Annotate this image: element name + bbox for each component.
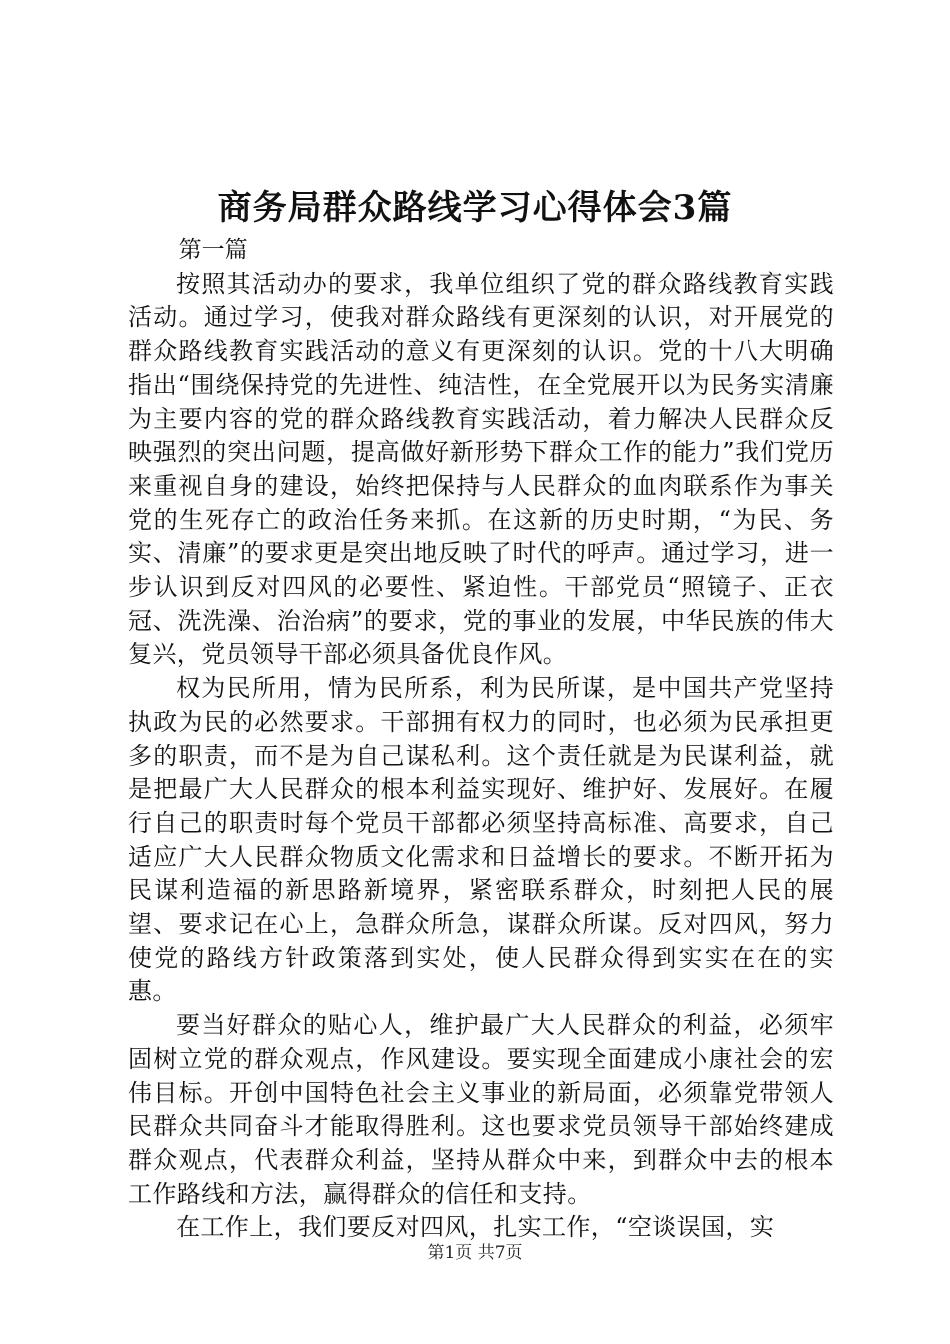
document-body <box>128 234 834 1245</box>
paragraph: 在工作上，我们要反对四风，扎实工作，“空谈误国，实 <box>176 1213 775 1242</box>
paragraph: 按照其活动办的要求，我单位组织了党的群众路线教育实践活动。通过学习，使我对群众路线有更深刻的认识，对开展党的群众路线教育实践活动的意义有更深刻的认识。党的十八大明确指出“围绕保持党的先进性、纯洁性，在全党展开以为民务实清廉为主要内容的党的群众路线教育实践活动，着力解决人民群众反映强烈的突出问题，提高做好新形势下群众工作的能力”我们党历来重视自身的建设，始终把保持与人民群众的血肉联系作为事关党的生死存亡的政治任务来抓。在这新的历史时期，“为民、务实、清廉”的要求更是突出地反映了时代的呼声。通过学习，进一步认识到反对四风的必要性、紧迫性。干部党员“照镜子、正衣冠、洗洗澡、治治病”的要求，党的事业的发展，中华民族的伟大复兴，党员领导干部必须具备优良作风。 <box>128 269 834 669</box>
paragraph: 权为民所用，情为民所系，利为民所谋，是中国共产党坚持执政为民的必然要求。干部拥有权力的同时，也必须为民承担更多的职责，而不是为自己谋私利。这个责任就是为民谋利益，就是把最广大人民群众的根本利益实现好、维护好、发展好。在履行自己的职责时每个党员干部都必须坚持高标准、高要求，自己适应广大人民群众物质文化需求和日益增长的要求。不断开拓为民谋利造福的新思路新境界，紧密联系群众，时刻把人民的展望、要求记在心上，急群众所急，谋群众所谋。反对四风，努力使党的路线方针政策落到实处，使人民群众得到实实在在的实惠。 <box>128 674 834 1006</box>
document-title: 商务局群众路线学习心得体会3篇 <box>217 188 733 228</box>
page-footer: 第1页 共7页 <box>427 1243 523 1263</box>
section-heading: 第一篇 <box>178 237 248 263</box>
paragraph: 要当好群众的贴心人，维护最广大人民群众的利益，必须牢固树立党的群众观点，作风建设。要实现全面建成小康社会的宏伟目标。开创中国特色社会主义事业的新局面，必须靠党带领人民群众共同奋斗才能取得胜利。这也要求党员领导干部始终建成群众观点，代表群众利益，坚持从群众中来，到群众中去的根本工作路线和方法，赢得群众的信任和支持。 <box>128 1011 834 1208</box>
